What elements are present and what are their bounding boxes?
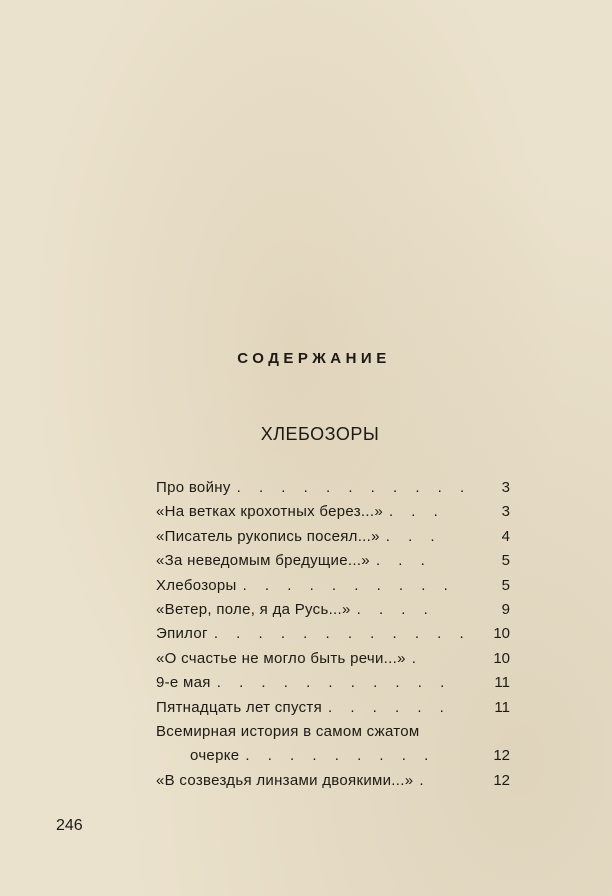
toc-entry <box>156 671 510 695</box>
toc-entry-page: 5 <box>501 576 510 594</box>
toc-entry-title: Про войну <box>156 479 231 496</box>
toc-entry <box>156 769 510 793</box>
toc-leader-dots: . . . . . . . . . . . <box>236 479 472 496</box>
toc-entry-title: «На ветках крохотных берез...» <box>156 503 383 521</box>
toc-entry-continuation <box>156 744 510 768</box>
toc-leader-dots: . . . . . . . . . . . <box>216 674 452 692</box>
toc-leader-dots: . . . . . . . . . . <box>242 576 455 594</box>
toc-entry <box>156 525 510 549</box>
toc-entry <box>156 720 510 744</box>
toc-entry-title: Эпилог <box>156 625 208 643</box>
toc-entry-page: 12 <box>493 747 510 765</box>
toc-entry-page: 12 <box>493 771 510 789</box>
toc-leader-dots: . . . . <box>356 600 435 618</box>
toc-leader-dots: . . . <box>388 503 445 521</box>
toc-entry-title: «Писатель рукопись посеял...» <box>156 527 380 545</box>
toc-entry-page: 3 <box>501 479 510 496</box>
toc-entry-title: «За неведомым бредущие...» <box>156 552 370 570</box>
toc-leader-dots: . . . . . . . . . <box>245 747 436 765</box>
toc-entry-title: «Ветер, поле, я да Русь...» <box>156 600 351 618</box>
toc-entry-page: 4 <box>501 527 510 545</box>
toc-entry-page: 10 <box>493 625 510 643</box>
section-title: ХЛЕБОЗОРЫ <box>260 424 380 444</box>
toc-leader-dots: . . . <box>385 527 442 545</box>
page-number: 246 <box>56 817 83 834</box>
toc-entry-title: «В созвездья линзами двоякими...» <box>156 771 414 789</box>
toc-entry-title: Пятнадцать лет спустя <box>156 698 322 716</box>
toc-entry <box>156 647 510 671</box>
toc-leader-dots: . <box>419 771 431 789</box>
toc-entry-page: 11 <box>494 674 510 692</box>
toc-entry <box>156 622 510 646</box>
toc-entry-page: 5 <box>501 552 510 570</box>
toc-entry-page: 9 <box>501 600 510 618</box>
toc-entry-title: «О счастье не могло быть речи...» <box>156 649 406 667</box>
toc-entry-title: 9-е мая <box>156 674 211 692</box>
table-of-contents <box>156 476 510 793</box>
contents-heading: СОДЕРЖАНИЕ <box>237 350 391 367</box>
toc-entry-title: Всемирная история в самом сжатом <box>156 722 420 740</box>
toc-entry <box>156 549 510 573</box>
toc-leader-dots: . . . . . . . . . . . . <box>213 625 471 643</box>
toc-entry-page: 11 <box>494 698 510 716</box>
toc-entry <box>156 574 510 598</box>
toc-entry <box>156 598 510 622</box>
toc-entry-page: 3 <box>501 503 510 521</box>
toc-leader-dots: . <box>411 649 423 667</box>
toc-leader-dots: . . . <box>375 552 432 570</box>
toc-entry <box>156 476 510 500</box>
toc-entry <box>156 500 510 524</box>
toc-entry <box>156 696 510 720</box>
toc-entry-page: 10 <box>493 649 510 667</box>
toc-leader-dots: . . . . . . <box>328 698 451 716</box>
toc-entry-title: очерке <box>190 747 240 765</box>
toc-entry-title: Хлебозоры <box>156 576 237 594</box>
